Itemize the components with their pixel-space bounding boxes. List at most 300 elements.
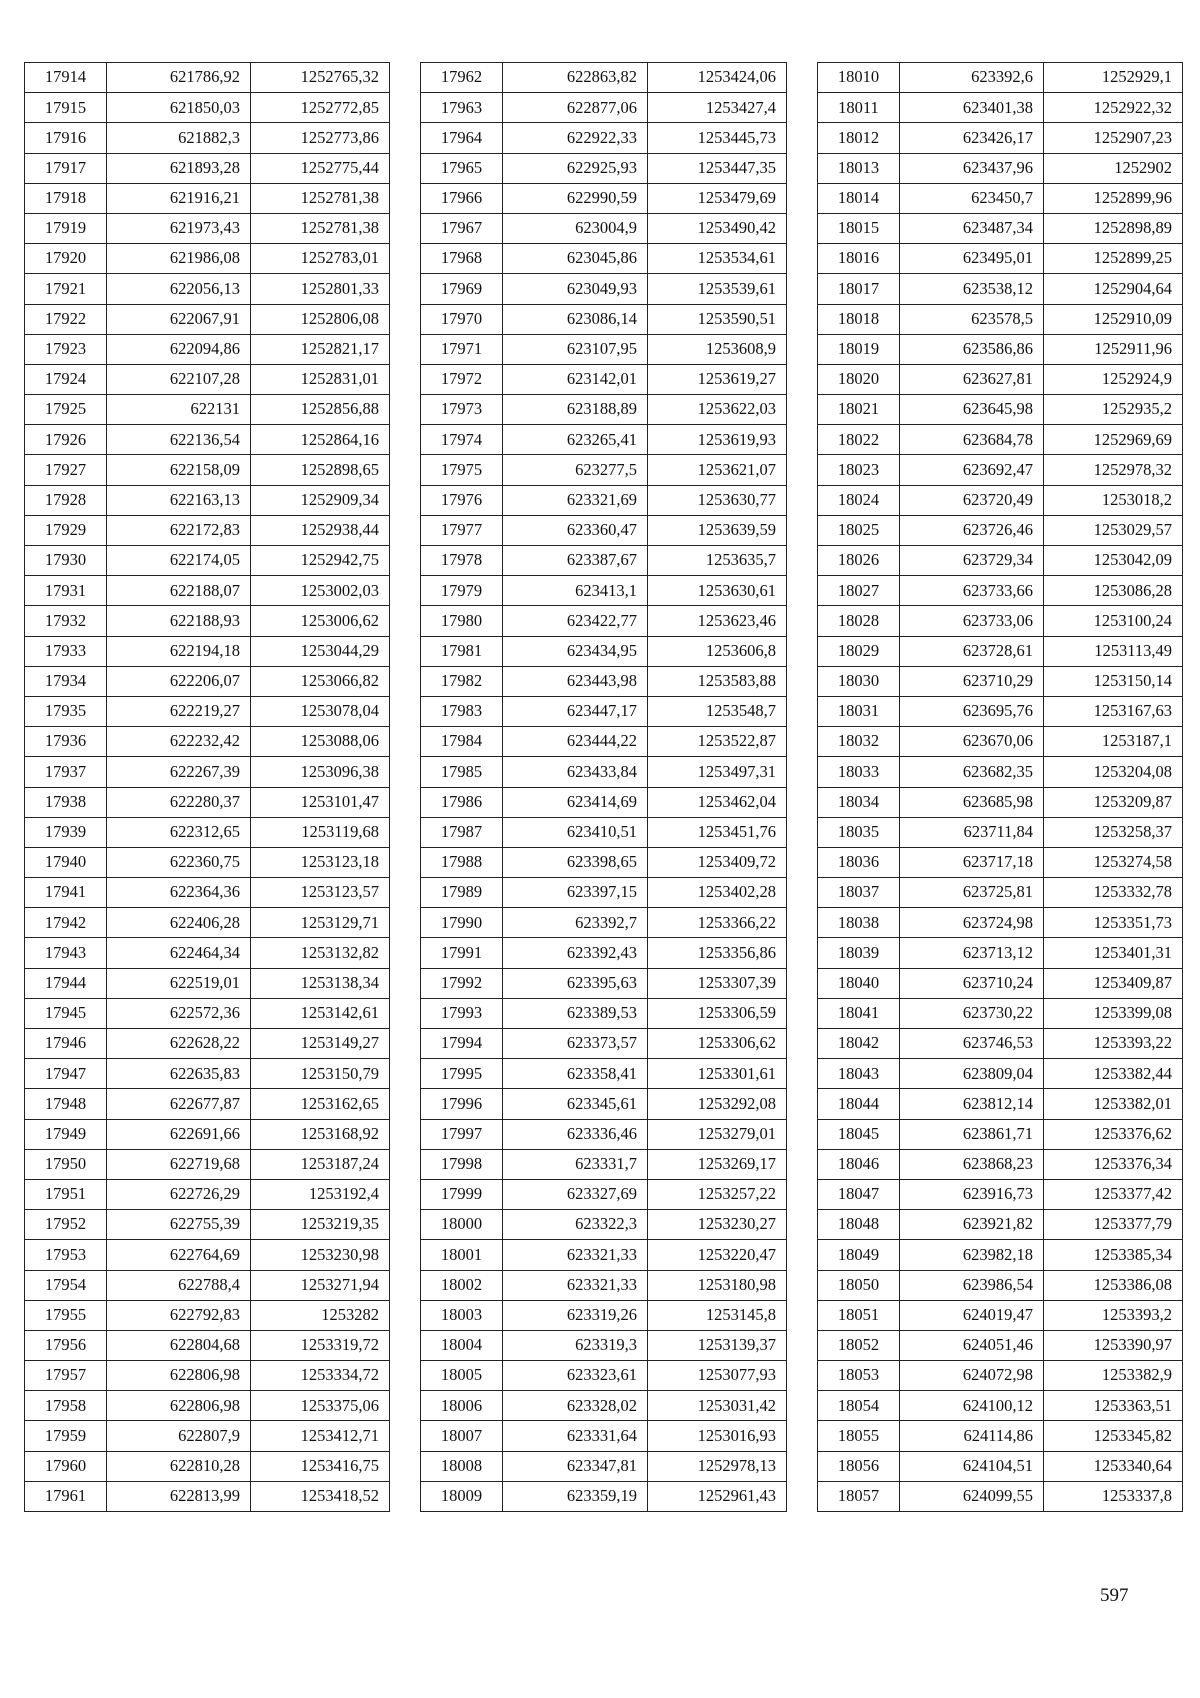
x-coordinate-cell: 622067,91 — [107, 304, 251, 334]
table-row — [25, 63, 390, 93]
y-coordinate-cell: 1253279,01 — [648, 1119, 787, 1149]
x-coordinate-cell: 623397,15 — [503, 878, 648, 908]
y-coordinate-cell: 1253451,76 — [648, 817, 787, 847]
table-row — [25, 787, 390, 817]
y-coordinate-cell: 1253142,61 — [251, 998, 390, 1028]
table-row — [25, 455, 390, 485]
table-row — [25, 1421, 390, 1451]
table-row — [421, 1270, 787, 1300]
y-coordinate-cell: 1253376,34 — [1044, 1149, 1183, 1179]
point-number-cell: 18002 — [421, 1270, 503, 1300]
point-number-cell: 18000 — [421, 1210, 503, 1240]
table-row — [421, 1029, 787, 1059]
table-row — [25, 1179, 390, 1209]
table-row — [421, 485, 787, 515]
table-row — [25, 364, 390, 394]
y-coordinate-cell: 1253418,52 — [251, 1481, 390, 1511]
point-number-cell: 17937 — [25, 757, 107, 787]
point-number-cell: 18020 — [818, 364, 900, 394]
table-row — [25, 425, 390, 455]
table-row — [421, 304, 787, 334]
point-number-cell: 17953 — [25, 1240, 107, 1270]
y-coordinate-cell: 1253129,71 — [251, 908, 390, 938]
y-coordinate-cell: 1253412,71 — [251, 1421, 390, 1451]
y-coordinate-cell: 1252961,43 — [648, 1481, 787, 1511]
point-number-cell: 18055 — [818, 1421, 900, 1451]
point-number-cell: 18028 — [818, 606, 900, 636]
x-coordinate-cell: 622764,69 — [107, 1240, 251, 1270]
y-coordinate-cell: 1252783,01 — [251, 244, 390, 274]
x-coordinate-cell: 623392,6 — [900, 63, 1044, 93]
coordinates-table-2 — [420, 62, 787, 1512]
point-number-cell: 18039 — [818, 938, 900, 968]
table-row — [818, 515, 1183, 545]
table-row — [818, 455, 1183, 485]
y-coordinate-cell: 1252929,1 — [1044, 63, 1183, 93]
y-coordinate-cell: 1253123,18 — [251, 847, 390, 877]
point-number-cell: 17996 — [421, 1089, 503, 1119]
point-number-cell: 17918 — [25, 183, 107, 213]
table-row — [25, 304, 390, 334]
x-coordinate-cell: 623392,7 — [503, 908, 648, 938]
table-row — [818, 908, 1183, 938]
y-coordinate-cell: 1252910,09 — [1044, 304, 1183, 334]
y-coordinate-cell: 1253077,93 — [648, 1361, 787, 1391]
x-coordinate-cell: 622726,29 — [107, 1179, 251, 1209]
x-coordinate-cell: 623414,69 — [503, 787, 648, 817]
point-number-cell: 17939 — [25, 817, 107, 847]
point-number-cell: 18048 — [818, 1210, 900, 1240]
table-row — [421, 1149, 787, 1179]
table-row — [421, 63, 787, 93]
table-row — [421, 908, 787, 938]
x-coordinate-cell: 623578,5 — [900, 304, 1044, 334]
table-row — [818, 757, 1183, 787]
y-coordinate-cell: 1253031,42 — [648, 1391, 787, 1421]
table-row — [818, 938, 1183, 968]
x-coordinate-cell: 622788,4 — [107, 1270, 251, 1300]
y-coordinate-cell: 1253101,47 — [251, 787, 390, 817]
table-row — [421, 1210, 787, 1240]
x-coordinate-cell: 622807,9 — [107, 1421, 251, 1451]
x-coordinate-cell: 623733,06 — [900, 606, 1044, 636]
table-row — [421, 455, 787, 485]
y-coordinate-cell: 1253385,34 — [1044, 1240, 1183, 1270]
y-coordinate-cell: 1252898,65 — [251, 455, 390, 485]
x-coordinate-cell: 623395,63 — [503, 968, 648, 998]
x-coordinate-cell: 623004,9 — [503, 213, 648, 243]
x-coordinate-cell: 623392,43 — [503, 938, 648, 968]
table-row — [421, 425, 787, 455]
point-number-cell: 18025 — [818, 515, 900, 545]
y-coordinate-cell: 1253621,07 — [648, 455, 787, 485]
y-coordinate-cell: 1253100,24 — [1044, 606, 1183, 636]
point-number-cell: 17987 — [421, 817, 503, 847]
point-number-cell: 18024 — [818, 485, 900, 515]
y-coordinate-cell: 1252801,33 — [251, 274, 390, 304]
y-coordinate-cell: 1253230,27 — [648, 1210, 787, 1240]
y-coordinate-cell: 1253622,03 — [648, 395, 787, 425]
y-coordinate-cell: 1253088,06 — [251, 727, 390, 757]
table-row — [421, 1481, 787, 1511]
table-row — [25, 1149, 390, 1179]
table-row — [818, 153, 1183, 183]
y-coordinate-cell: 1252781,38 — [251, 183, 390, 213]
table-row — [25, 1240, 390, 1270]
x-coordinate-cell: 622877,06 — [503, 93, 648, 123]
table-row — [25, 757, 390, 787]
table-row — [818, 213, 1183, 243]
point-number-cell: 17920 — [25, 244, 107, 274]
x-coordinate-cell: 622163,13 — [107, 485, 251, 515]
table-row — [818, 1059, 1183, 1089]
table-row — [818, 485, 1183, 515]
table-row — [25, 878, 390, 908]
x-coordinate-cell: 623713,12 — [900, 938, 1044, 968]
table-row — [25, 817, 390, 847]
y-coordinate-cell: 1253340,64 — [1044, 1451, 1183, 1481]
x-coordinate-cell: 622312,65 — [107, 817, 251, 847]
point-number-cell: 17969 — [421, 274, 503, 304]
point-number-cell: 18041 — [818, 998, 900, 1028]
y-coordinate-cell: 1252765,32 — [251, 63, 390, 93]
point-number-cell: 18001 — [421, 1240, 503, 1270]
table-row — [25, 274, 390, 304]
point-number-cell: 17997 — [421, 1119, 503, 1149]
x-coordinate-cell: 624104,51 — [900, 1451, 1044, 1481]
point-number-cell: 18008 — [421, 1451, 503, 1481]
table-body — [818, 63, 1183, 1512]
x-coordinate-cell: 623670,06 — [900, 727, 1044, 757]
point-number-cell: 17981 — [421, 636, 503, 666]
y-coordinate-cell: 1253096,38 — [251, 757, 390, 787]
y-coordinate-cell: 1253382,9 — [1044, 1361, 1183, 1391]
table-row — [25, 1451, 390, 1481]
y-coordinate-cell: 1253356,86 — [648, 938, 787, 968]
y-coordinate-cell: 1253209,87 — [1044, 787, 1183, 817]
point-number-cell: 18042 — [818, 1029, 900, 1059]
x-coordinate-cell: 623188,89 — [503, 395, 648, 425]
table-row — [421, 1421, 787, 1451]
table-row — [25, 1210, 390, 1240]
table-row — [818, 395, 1183, 425]
x-coordinate-cell: 622107,28 — [107, 364, 251, 394]
point-number-cell: 17959 — [25, 1421, 107, 1451]
point-number-cell: 18031 — [818, 696, 900, 726]
table-row — [421, 696, 787, 726]
x-coordinate-cell: 623433,84 — [503, 757, 648, 787]
table-row — [421, 847, 787, 877]
point-number-cell: 17927 — [25, 455, 107, 485]
y-coordinate-cell: 1253606,8 — [648, 636, 787, 666]
y-coordinate-cell: 1253219,35 — [251, 1210, 390, 1240]
table-row — [25, 1029, 390, 1059]
point-number-cell: 17935 — [25, 696, 107, 726]
y-coordinate-cell: 1252978,13 — [648, 1451, 787, 1481]
point-number-cell: 18003 — [421, 1300, 503, 1330]
point-number-cell: 18018 — [818, 304, 900, 334]
x-coordinate-cell: 622519,01 — [107, 968, 251, 998]
x-coordinate-cell: 623331,7 — [503, 1149, 648, 1179]
y-coordinate-cell: 1252907,23 — [1044, 123, 1183, 153]
point-number-cell: 17957 — [25, 1361, 107, 1391]
point-number-cell: 18009 — [421, 1481, 503, 1511]
point-number-cell: 17951 — [25, 1179, 107, 1209]
x-coordinate-cell: 623401,38 — [900, 93, 1044, 123]
table-row — [421, 123, 787, 153]
table-body — [421, 63, 787, 1512]
point-number-cell: 17990 — [421, 908, 503, 938]
x-coordinate-cell: 622172,83 — [107, 515, 251, 545]
point-number-cell: 17940 — [25, 847, 107, 877]
table-row — [421, 1089, 787, 1119]
x-coordinate-cell: 623437,96 — [900, 153, 1044, 183]
x-coordinate-cell: 623921,82 — [900, 1210, 1044, 1240]
table-row — [421, 1300, 787, 1330]
y-coordinate-cell: 1253258,37 — [1044, 817, 1183, 847]
point-number-cell: 18016 — [818, 244, 900, 274]
point-number-cell: 18026 — [818, 546, 900, 576]
y-coordinate-cell: 1253337,8 — [1044, 1481, 1183, 1511]
x-coordinate-cell: 624072,98 — [900, 1361, 1044, 1391]
y-coordinate-cell: 1253307,39 — [648, 968, 787, 998]
table-row — [25, 213, 390, 243]
table-row — [818, 334, 1183, 364]
point-number-cell: 18057 — [818, 1481, 900, 1511]
x-coordinate-cell: 623387,67 — [503, 546, 648, 576]
x-coordinate-cell: 622219,27 — [107, 696, 251, 726]
x-coordinate-cell: 622755,39 — [107, 1210, 251, 1240]
point-number-cell: 17978 — [421, 546, 503, 576]
table-row — [25, 515, 390, 545]
table-row — [421, 395, 787, 425]
point-number-cell: 17925 — [25, 395, 107, 425]
point-number-cell: 18011 — [818, 93, 900, 123]
y-coordinate-cell: 1253187,1 — [1044, 727, 1183, 757]
y-coordinate-cell: 1253401,31 — [1044, 938, 1183, 968]
x-coordinate-cell: 623443,98 — [503, 666, 648, 696]
table-row — [25, 153, 390, 183]
table-row — [25, 123, 390, 153]
x-coordinate-cell: 623868,23 — [900, 1149, 1044, 1179]
point-number-cell: 17994 — [421, 1029, 503, 1059]
y-coordinate-cell: 1253123,57 — [251, 878, 390, 908]
point-number-cell: 18013 — [818, 153, 900, 183]
table-row — [818, 847, 1183, 877]
table-row — [421, 364, 787, 394]
table-row — [421, 938, 787, 968]
y-coordinate-cell: 1253409,87 — [1044, 968, 1183, 998]
y-coordinate-cell: 1253539,61 — [648, 274, 787, 304]
x-coordinate-cell: 623359,19 — [503, 1481, 648, 1511]
table-row — [25, 546, 390, 576]
x-coordinate-cell: 623861,71 — [900, 1119, 1044, 1149]
point-number-cell: 17932 — [25, 606, 107, 636]
x-coordinate-cell: 624019,47 — [900, 1300, 1044, 1330]
point-number-cell: 17942 — [25, 908, 107, 938]
point-number-cell: 18033 — [818, 757, 900, 787]
table-row — [25, 606, 390, 636]
y-coordinate-cell: 1253119,68 — [251, 817, 390, 847]
table-row — [421, 93, 787, 123]
table-row — [25, 183, 390, 213]
x-coordinate-cell: 622806,98 — [107, 1391, 251, 1421]
y-coordinate-cell: 1253534,61 — [648, 244, 787, 274]
table-row — [421, 757, 787, 787]
x-coordinate-cell: 622158,09 — [107, 455, 251, 485]
x-coordinate-cell: 623358,41 — [503, 1059, 648, 1089]
x-coordinate-cell: 622925,93 — [503, 153, 648, 183]
table-row — [818, 63, 1183, 93]
x-coordinate-cell: 623710,29 — [900, 666, 1044, 696]
point-number-cell: 18045 — [818, 1119, 900, 1149]
y-coordinate-cell: 1253590,51 — [648, 304, 787, 334]
x-coordinate-cell: 623328,02 — [503, 1391, 648, 1421]
y-coordinate-cell: 1253623,46 — [648, 606, 787, 636]
y-coordinate-cell: 1253390,97 — [1044, 1330, 1183, 1360]
table-row — [818, 1089, 1183, 1119]
y-coordinate-cell: 1252904,64 — [1044, 274, 1183, 304]
table-row — [421, 1451, 787, 1481]
x-coordinate-cell: 623725,81 — [900, 878, 1044, 908]
y-coordinate-cell: 1253332,78 — [1044, 878, 1183, 908]
table-row — [818, 183, 1183, 213]
y-coordinate-cell: 1253139,37 — [648, 1330, 787, 1360]
table-row — [25, 727, 390, 757]
point-number-cell: 18004 — [421, 1330, 503, 1360]
y-coordinate-cell: 1253220,47 — [648, 1240, 787, 1270]
y-coordinate-cell: 1253167,63 — [1044, 696, 1183, 726]
y-coordinate-cell: 1253393,2 — [1044, 1300, 1183, 1330]
y-coordinate-cell: 1253399,08 — [1044, 998, 1183, 1028]
point-number-cell: 18021 — [818, 395, 900, 425]
table-row — [421, 1391, 787, 1421]
point-number-cell: 17995 — [421, 1059, 503, 1089]
y-coordinate-cell: 1253479,69 — [648, 183, 787, 213]
point-number-cell: 17982 — [421, 666, 503, 696]
y-coordinate-cell: 1253416,75 — [251, 1451, 390, 1481]
table-row — [421, 998, 787, 1028]
y-coordinate-cell: 1252978,32 — [1044, 455, 1183, 485]
table-row — [421, 1240, 787, 1270]
point-number-cell: 18010 — [818, 63, 900, 93]
table-row — [421, 878, 787, 908]
y-coordinate-cell: 1252772,85 — [251, 93, 390, 123]
point-number-cell: 17985 — [421, 757, 503, 787]
y-coordinate-cell: 1253619,93 — [648, 425, 787, 455]
point-number-cell: 17980 — [421, 606, 503, 636]
table-row — [25, 1270, 390, 1300]
y-coordinate-cell: 1253630,77 — [648, 485, 787, 515]
x-coordinate-cell: 623323,61 — [503, 1361, 648, 1391]
y-coordinate-cell: 1253427,4 — [648, 93, 787, 123]
x-coordinate-cell: 623720,49 — [900, 485, 1044, 515]
point-number-cell: 18040 — [818, 968, 900, 998]
table-row — [25, 1330, 390, 1360]
table-row — [25, 395, 390, 425]
x-coordinate-cell: 622677,87 — [107, 1089, 251, 1119]
table-row — [25, 1481, 390, 1511]
table-row — [25, 1119, 390, 1149]
table-row — [421, 1179, 787, 1209]
y-coordinate-cell: 1253271,94 — [251, 1270, 390, 1300]
x-coordinate-cell: 621916,21 — [107, 183, 251, 213]
x-coordinate-cell: 623495,01 — [900, 244, 1044, 274]
point-number-cell: 18056 — [818, 1451, 900, 1481]
x-coordinate-cell: 623724,98 — [900, 908, 1044, 938]
table-row — [818, 425, 1183, 455]
table-row — [818, 666, 1183, 696]
point-number-cell: 17971 — [421, 334, 503, 364]
y-coordinate-cell: 1252831,01 — [251, 364, 390, 394]
point-number-cell: 17983 — [421, 696, 503, 726]
table-row — [25, 1059, 390, 1089]
point-number-cell: 18023 — [818, 455, 900, 485]
x-coordinate-cell: 623538,12 — [900, 274, 1044, 304]
point-number-cell: 18052 — [818, 1330, 900, 1360]
point-number-cell: 17979 — [421, 576, 503, 606]
y-coordinate-cell: 1252935,2 — [1044, 395, 1183, 425]
y-coordinate-cell: 1253522,87 — [648, 727, 787, 757]
x-coordinate-cell: 622194,18 — [107, 636, 251, 666]
y-coordinate-cell: 1253402,28 — [648, 878, 787, 908]
point-number-cell: 17963 — [421, 93, 503, 123]
y-coordinate-cell: 1253386,08 — [1044, 1270, 1183, 1300]
x-coordinate-cell: 623586,86 — [900, 334, 1044, 364]
table-row — [25, 1361, 390, 1391]
y-coordinate-cell: 1253351,73 — [1044, 908, 1183, 938]
y-coordinate-cell: 1253497,31 — [648, 757, 787, 787]
point-number-cell: 17948 — [25, 1089, 107, 1119]
point-number-cell: 17949 — [25, 1119, 107, 1149]
table-row — [818, 787, 1183, 817]
table-row — [421, 1119, 787, 1149]
x-coordinate-cell: 623373,57 — [503, 1029, 648, 1059]
x-coordinate-cell: 623426,17 — [900, 123, 1044, 153]
x-coordinate-cell: 621893,28 — [107, 153, 251, 183]
table-row — [818, 817, 1183, 847]
point-number-cell: 18029 — [818, 636, 900, 666]
point-number-cell: 17984 — [421, 727, 503, 757]
y-coordinate-cell: 1253002,03 — [251, 576, 390, 606]
table-row — [25, 968, 390, 998]
x-coordinate-cell: 622863,82 — [503, 63, 648, 93]
point-number-cell: 17921 — [25, 274, 107, 304]
x-coordinate-cell: 623487,34 — [900, 213, 1044, 243]
y-coordinate-cell: 1253608,9 — [648, 334, 787, 364]
y-coordinate-cell: 1253376,62 — [1044, 1119, 1183, 1149]
point-number-cell: 17986 — [421, 787, 503, 817]
x-coordinate-cell: 622131 — [107, 395, 251, 425]
point-number-cell: 17992 — [421, 968, 503, 998]
x-coordinate-cell: 623627,81 — [900, 364, 1044, 394]
table-row — [818, 274, 1183, 304]
x-coordinate-cell: 623319,26 — [503, 1300, 648, 1330]
x-coordinate-cell: 623812,14 — [900, 1089, 1044, 1119]
table-row — [25, 1391, 390, 1421]
y-coordinate-cell: 1253187,24 — [251, 1149, 390, 1179]
table-row — [818, 1451, 1183, 1481]
point-number-cell: 17989 — [421, 878, 503, 908]
point-number-cell: 18050 — [818, 1270, 900, 1300]
x-coordinate-cell: 623685,98 — [900, 787, 1044, 817]
table-row — [25, 666, 390, 696]
table-row — [818, 1270, 1183, 1300]
point-number-cell: 17988 — [421, 847, 503, 877]
y-coordinate-cell: 1253548,7 — [648, 696, 787, 726]
point-number-cell: 18027 — [818, 576, 900, 606]
x-coordinate-cell: 623444,22 — [503, 727, 648, 757]
